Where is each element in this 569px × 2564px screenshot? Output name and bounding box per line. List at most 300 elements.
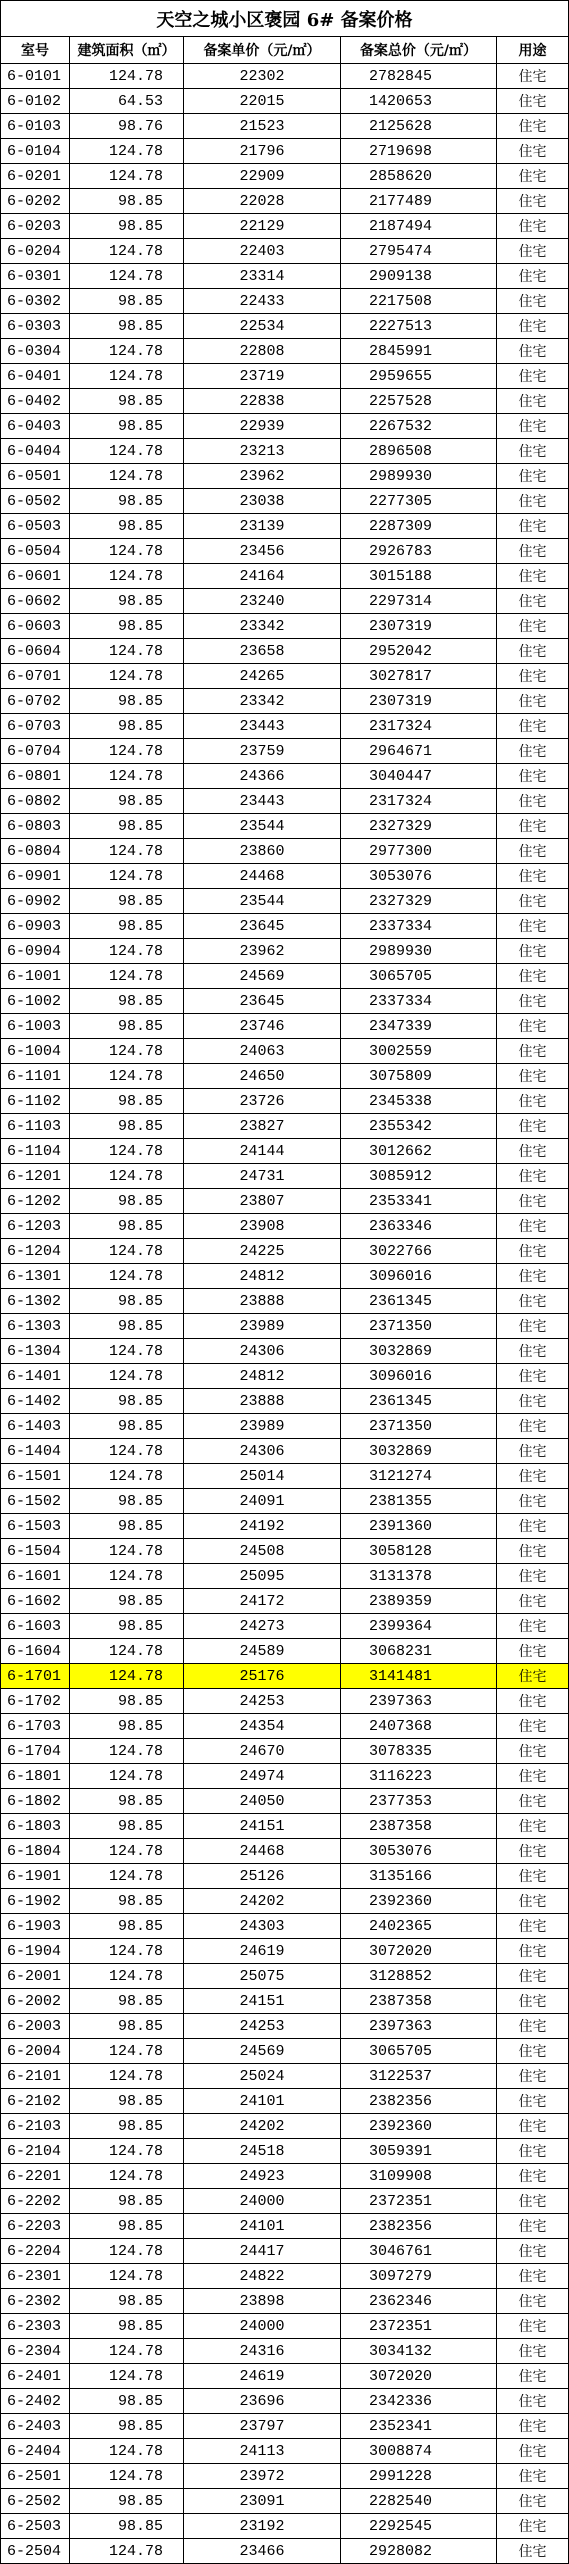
floor-area-cell: 124.78 [70, 2164, 184, 2189]
usage-cell: 住宅 [497, 1514, 569, 1539]
floor-area-cell: 98.85 [70, 1214, 184, 1239]
room-number-cell: 6-1901 [1, 1864, 70, 1889]
floor-area-cell: 64.53 [70, 89, 184, 114]
usage-cell: 住宅 [497, 2314, 569, 2339]
total-price-cell: 3053076 [341, 1839, 497, 1864]
room-number-cell: 6-1702 [1, 1689, 70, 1714]
floor-area-cell: 98.85 [70, 1489, 184, 1514]
total-price-cell: 3032869 [341, 1339, 497, 1364]
total-price-cell: 2177489 [341, 189, 497, 214]
room-number-cell: 6-0701 [1, 664, 70, 689]
usage-cell: 住宅 [497, 1639, 569, 1664]
usage-cell: 住宅 [497, 2114, 569, 2139]
table-row [1, 764, 569, 789]
unit-price-cell: 23746 [184, 1014, 341, 1039]
room-number-cell: 6-0104 [1, 139, 70, 164]
unit-price-cell: 22534 [184, 314, 341, 339]
header-room-number: 室号 [1, 37, 70, 64]
usage-cell: 住宅 [497, 1539, 569, 1564]
table-row [1, 389, 569, 414]
unit-price-cell: 24303 [184, 1914, 341, 1939]
table-row [1, 1789, 569, 1814]
room-number-cell: 6-1701 [1, 1664, 70, 1689]
room-number-cell: 6-2501 [1, 2464, 70, 2489]
table-row [1, 789, 569, 814]
usage-cell: 住宅 [497, 464, 569, 489]
total-price-cell: 2381355 [341, 1489, 497, 1514]
usage-cell: 住宅 [497, 89, 569, 114]
total-price-cell: 2187494 [341, 214, 497, 239]
unit-price-cell: 24508 [184, 1539, 341, 1564]
unit-price-cell: 25095 [184, 1564, 341, 1589]
table-row [1, 1514, 569, 1539]
floor-area-cell: 124.78 [70, 2339, 184, 2364]
floor-area-cell: 98.85 [70, 1414, 184, 1439]
room-number-cell: 6-0603 [1, 614, 70, 639]
room-number-cell: 6-1704 [1, 1739, 70, 1764]
unit-price-cell: 24417 [184, 2239, 341, 2264]
total-price-cell: 2382356 [341, 2214, 497, 2239]
room-number-cell: 6-0303 [1, 314, 70, 339]
table-row [1, 2339, 569, 2364]
usage-cell: 住宅 [497, 739, 569, 764]
room-number-cell: 6-1204 [1, 1239, 70, 1264]
unit-price-cell: 23192 [184, 2514, 341, 2539]
total-price-cell: 3059391 [341, 2139, 497, 2164]
room-number-cell: 6-0904 [1, 939, 70, 964]
usage-cell: 住宅 [497, 2214, 569, 2239]
table-row [1, 2264, 569, 2289]
room-number-cell: 6-2203 [1, 2214, 70, 2239]
room-number-cell: 6-0704 [1, 739, 70, 764]
table-row [1, 2214, 569, 2239]
room-number-cell: 6-1803 [1, 1814, 70, 1839]
usage-cell: 住宅 [497, 1189, 569, 1214]
table-row [1, 2439, 569, 2464]
usage-cell: 住宅 [497, 1914, 569, 1939]
usage-cell: 住宅 [497, 664, 569, 689]
total-price-cell: 3122537 [341, 2064, 497, 2089]
total-price-cell: 2397363 [341, 1689, 497, 1714]
total-price-cell: 2282540 [341, 2489, 497, 2514]
unit-price-cell: 24468 [184, 864, 341, 889]
room-number-cell: 6-0402 [1, 389, 70, 414]
table-row [1, 1414, 569, 1439]
usage-cell: 住宅 [497, 2289, 569, 2314]
usage-cell: 住宅 [497, 2439, 569, 2464]
total-price-cell: 3121274 [341, 1464, 497, 1489]
usage-cell: 住宅 [497, 589, 569, 614]
total-price-cell: 3027817 [341, 664, 497, 689]
unit-price-cell: 23888 [184, 1289, 341, 1314]
usage-cell: 住宅 [497, 1439, 569, 1464]
total-price-cell: 2382356 [341, 2089, 497, 2114]
total-price-cell: 2896508 [341, 439, 497, 464]
table-row [1, 2414, 569, 2439]
room-number-cell: 6-1404 [1, 1439, 70, 1464]
total-price-cell: 3097279 [341, 2264, 497, 2289]
room-number-cell: 6-1101 [1, 1064, 70, 1089]
room-number-cell: 6-0403 [1, 414, 70, 439]
total-price-cell: 2362346 [341, 2289, 497, 2314]
floor-area-cell: 124.78 [70, 1539, 184, 1564]
table-row [1, 1264, 569, 1289]
room-number-cell: 6-2401 [1, 2364, 70, 2389]
total-price-cell: 2928082 [341, 2539, 497, 2564]
room-number-cell: 6-2004 [1, 2039, 70, 2064]
unit-price-cell: 24192 [184, 1514, 341, 1539]
unit-price-cell: 22015 [184, 89, 341, 114]
usage-cell: 住宅 [497, 1214, 569, 1239]
total-price-cell: 2371350 [341, 1414, 497, 1439]
floor-area-cell: 124.78 [70, 64, 184, 89]
total-price-cell: 2307319 [341, 689, 497, 714]
unit-price-cell: 23645 [184, 914, 341, 939]
floor-area-cell: 124.78 [70, 464, 184, 489]
table-row [1, 689, 569, 714]
table-row [1, 589, 569, 614]
table-title: 天空之城小区褒园 6# 备案价格 [1, 1, 569, 37]
unit-price-cell: 24000 [184, 2189, 341, 2214]
floor-area-cell: 124.78 [70, 1064, 184, 1089]
unit-price-cell: 23827 [184, 1114, 341, 1139]
table-row [1, 814, 569, 839]
table-row [1, 1939, 569, 1964]
usage-cell: 住宅 [497, 64, 569, 89]
table-row [1, 1314, 569, 1339]
usage-cell: 住宅 [497, 439, 569, 464]
room-number-cell: 6-1902 [1, 1889, 70, 1914]
total-price-cell: 2337334 [341, 914, 497, 939]
room-number-cell: 6-1703 [1, 1714, 70, 1739]
floor-area-cell: 98.85 [70, 2114, 184, 2139]
total-price-cell: 2342336 [341, 2389, 497, 2414]
table-row [1, 1289, 569, 1314]
floor-area-cell: 98.85 [70, 289, 184, 314]
unit-price-cell: 24113 [184, 2439, 341, 2464]
usage-cell: 住宅 [497, 1989, 569, 2014]
room-number-cell: 6-1403 [1, 1414, 70, 1439]
table-row [1, 1489, 569, 1514]
total-price-cell: 2307319 [341, 614, 497, 639]
usage-cell: 住宅 [497, 2264, 569, 2289]
room-number-cell: 6-2503 [1, 2514, 70, 2539]
usage-cell: 住宅 [497, 514, 569, 539]
floor-area-cell: 124.78 [70, 639, 184, 664]
usage-cell: 住宅 [497, 1564, 569, 1589]
usage-cell: 住宅 [497, 214, 569, 239]
floor-area-cell: 98.85 [70, 1814, 184, 1839]
total-price-cell: 3065705 [341, 964, 497, 989]
floor-area-cell: 98.85 [70, 614, 184, 639]
table-row [1, 2164, 569, 2189]
total-price-cell: 2795474 [341, 239, 497, 264]
room-number-cell: 6-1602 [1, 1589, 70, 1614]
floor-area-cell: 124.78 [70, 964, 184, 989]
table-row [1, 414, 569, 439]
table-row [1, 1164, 569, 1189]
unit-price-cell: 22838 [184, 389, 341, 414]
room-number-cell: 6-1004 [1, 1039, 70, 1064]
unit-price-cell: 25024 [184, 2064, 341, 2089]
room-number-cell: 6-0703 [1, 714, 70, 739]
total-price-cell: 2287309 [341, 514, 497, 539]
table-row [1, 214, 569, 239]
table-row [1, 289, 569, 314]
unit-price-cell: 22403 [184, 239, 341, 264]
total-price-cell: 3072020 [341, 2364, 497, 2389]
floor-area-cell: 98.85 [70, 889, 184, 914]
unit-price-cell: 24164 [184, 564, 341, 589]
total-price-cell: 2353341 [341, 1189, 497, 1214]
usage-cell: 住宅 [497, 1089, 569, 1114]
floor-area-cell: 124.78 [70, 2539, 184, 2564]
floor-area-cell: 98.85 [70, 1014, 184, 1039]
floor-area-cell: 98.85 [70, 314, 184, 339]
table-row [1, 939, 569, 964]
usage-cell: 住宅 [497, 2164, 569, 2189]
room-number-cell: 6-2002 [1, 1989, 70, 2014]
unit-price-cell: 24273 [184, 1614, 341, 1639]
unit-price-cell: 23888 [184, 1389, 341, 1414]
table-row [1, 114, 569, 139]
room-number-cell: 6-2402 [1, 2389, 70, 2414]
room-number-cell: 6-0604 [1, 639, 70, 664]
room-number-cell: 6-2204 [1, 2239, 70, 2264]
table-row [1, 139, 569, 164]
usage-cell: 住宅 [497, 1589, 569, 1614]
floor-area-cell: 98.76 [70, 114, 184, 139]
usage-cell: 住宅 [497, 264, 569, 289]
total-price-cell: 2317324 [341, 789, 497, 814]
room-number-cell: 6-2202 [1, 2189, 70, 2214]
usage-cell: 住宅 [497, 2489, 569, 2514]
total-price-cell: 3075809 [341, 1064, 497, 1089]
total-price-cell: 3096016 [341, 1264, 497, 1289]
total-price-cell: 3135166 [341, 1864, 497, 1889]
usage-cell: 住宅 [497, 2389, 569, 2414]
floor-area-cell: 98.85 [70, 2089, 184, 2114]
unit-price-cell: 24101 [184, 2089, 341, 2114]
unit-price-cell: 25176 [184, 1664, 341, 1689]
room-number-cell: 6-2302 [1, 2289, 70, 2314]
total-price-cell: 3072020 [341, 1939, 497, 1964]
usage-cell: 住宅 [497, 1814, 569, 1839]
room-number-cell: 6-0804 [1, 839, 70, 864]
floor-area-cell: 124.78 [70, 2364, 184, 2389]
table-row [1, 1614, 569, 1639]
floor-area-cell: 98.85 [70, 1914, 184, 1939]
total-price-cell: 2391360 [341, 1514, 497, 1539]
floor-area-cell: 124.78 [70, 1639, 184, 1664]
table-row [1, 989, 569, 1014]
usage-cell: 住宅 [497, 1389, 569, 1414]
total-price-cell: 2926783 [341, 539, 497, 564]
floor-area-cell: 124.78 [70, 239, 184, 264]
unit-price-cell: 24569 [184, 2039, 341, 2064]
usage-cell: 住宅 [497, 564, 569, 589]
usage-cell: 住宅 [497, 614, 569, 639]
floor-area-cell: 98.85 [70, 2414, 184, 2439]
table-row [1, 1364, 569, 1389]
table-row [1, 639, 569, 664]
usage-cell: 住宅 [497, 1614, 569, 1639]
usage-cell: 住宅 [497, 2014, 569, 2039]
room-number-cell: 6-0801 [1, 764, 70, 789]
room-number-cell: 6-1604 [1, 1639, 70, 1664]
room-number-cell: 6-1002 [1, 989, 70, 1014]
total-price-cell: 3022766 [341, 1239, 497, 1264]
unit-price-cell: 24253 [184, 2014, 341, 2039]
usage-cell: 住宅 [497, 889, 569, 914]
unit-price-cell: 22129 [184, 214, 341, 239]
table-row [1, 2114, 569, 2139]
room-number-cell: 6-1104 [1, 1139, 70, 1164]
unit-price-cell: 24172 [184, 1589, 341, 1614]
total-price-cell: 2292545 [341, 2514, 497, 2539]
total-price-cell: 3012662 [341, 1139, 497, 1164]
usage-cell: 住宅 [497, 839, 569, 864]
total-price-cell: 3109908 [341, 2164, 497, 2189]
unit-price-cell: 23314 [184, 264, 341, 289]
room-number-cell: 6-1804 [1, 1839, 70, 1864]
table-row [1, 2189, 569, 2214]
total-price-cell: 2372351 [341, 2189, 497, 2214]
floor-area-cell: 98.85 [70, 1089, 184, 1114]
usage-cell: 住宅 [497, 1689, 569, 1714]
table-row [1, 314, 569, 339]
title-row [1, 1, 569, 37]
table-row [1, 1214, 569, 1239]
unit-price-cell: 23962 [184, 939, 341, 964]
unit-price-cell: 24366 [184, 764, 341, 789]
total-price-cell: 2355342 [341, 1114, 497, 1139]
table-row [1, 1989, 569, 2014]
table-row [1, 1014, 569, 1039]
usage-cell: 住宅 [497, 2239, 569, 2264]
unit-price-cell: 24306 [184, 1339, 341, 1364]
total-price-cell: 2352341 [341, 2414, 497, 2439]
unit-price-cell: 25126 [184, 1864, 341, 1889]
total-price-cell: 2858620 [341, 164, 497, 189]
room-number-cell: 6-2104 [1, 2139, 70, 2164]
total-price-cell: 3141481 [341, 1664, 497, 1689]
room-number-cell: 6-0903 [1, 914, 70, 939]
usage-cell: 住宅 [497, 789, 569, 814]
total-price-cell: 3078335 [341, 1739, 497, 1764]
floor-area-cell: 124.78 [70, 2464, 184, 2489]
unit-price-cell: 24101 [184, 2214, 341, 2239]
usage-cell: 住宅 [497, 1939, 569, 1964]
unit-price-cell: 24091 [184, 1489, 341, 1514]
room-number-cell: 6-0404 [1, 439, 70, 464]
room-number-cell: 6-0502 [1, 489, 70, 514]
unit-price-cell: 23962 [184, 464, 341, 489]
total-price-cell: 1420653 [341, 89, 497, 114]
table-row [1, 664, 569, 689]
table-row [1, 1539, 569, 1564]
unit-price-cell: 24306 [184, 1439, 341, 1464]
floor-area-cell: 124.78 [70, 1039, 184, 1064]
room-number-cell: 6-2304 [1, 2339, 70, 2364]
floor-area-cell: 98.85 [70, 214, 184, 239]
floor-area-cell: 124.78 [70, 1264, 184, 1289]
floor-area-cell: 124.78 [70, 1439, 184, 1464]
floor-area-cell: 124.78 [70, 939, 184, 964]
usage-cell: 住宅 [497, 314, 569, 339]
usage-cell: 住宅 [497, 1139, 569, 1164]
unit-price-cell: 23466 [184, 2539, 341, 2564]
usage-cell: 住宅 [497, 1264, 569, 1289]
usage-cell: 住宅 [497, 1014, 569, 1039]
room-number-cell: 6-0102 [1, 89, 70, 114]
table-row [1, 1839, 569, 1864]
room-number-cell: 6-1001 [1, 964, 70, 989]
table-row [1, 2464, 569, 2489]
usage-cell: 住宅 [497, 1364, 569, 1389]
floor-area-cell: 98.85 [70, 2189, 184, 2214]
total-price-cell: 2345338 [341, 1089, 497, 1114]
unit-price-cell: 24225 [184, 1239, 341, 1264]
floor-area-cell: 124.78 [70, 439, 184, 464]
total-price-cell: 2347339 [341, 1014, 497, 1039]
floor-area-cell: 98.85 [70, 1389, 184, 1414]
table-row [1, 339, 569, 364]
usage-cell: 住宅 [497, 2089, 569, 2114]
floor-area-cell: 124.78 [70, 1664, 184, 1689]
usage-cell: 住宅 [497, 2364, 569, 2389]
unit-price-cell: 23696 [184, 2389, 341, 2414]
table-row [1, 739, 569, 764]
floor-area-cell: 98.85 [70, 689, 184, 714]
floor-area-cell: 124.78 [70, 839, 184, 864]
floor-area-cell: 124.78 [70, 1839, 184, 1864]
unit-price-cell: 24202 [184, 1889, 341, 1914]
table-row [1, 64, 569, 89]
unit-price-cell: 25075 [184, 1964, 341, 1989]
room-number-cell: 6-1903 [1, 1914, 70, 1939]
table-row [1, 1589, 569, 1614]
total-price-cell: 2389359 [341, 1589, 497, 1614]
unit-price-cell: 22433 [184, 289, 341, 314]
usage-cell: 住宅 [497, 639, 569, 664]
usage-cell: 住宅 [497, 1239, 569, 1264]
header-floor-area: 建筑面积（㎡） [70, 37, 184, 64]
total-price-cell: 2267532 [341, 414, 497, 439]
floor-area-cell: 98.85 [70, 814, 184, 839]
floor-area-cell: 124.78 [70, 1964, 184, 1989]
table-row [1, 714, 569, 739]
floor-area-cell: 124.78 [70, 339, 184, 364]
total-price-cell: 2377353 [341, 1789, 497, 1814]
table-row [1, 1064, 569, 1089]
room-number-cell: 6-0103 [1, 114, 70, 139]
unit-price-cell: 24650 [184, 1064, 341, 1089]
usage-cell: 住宅 [497, 939, 569, 964]
unit-price-cell: 23989 [184, 1414, 341, 1439]
floor-area-cell: 124.78 [70, 1364, 184, 1389]
table-row [1, 1889, 569, 1914]
room-number-cell: 6-0202 [1, 189, 70, 214]
floor-area-cell: 98.85 [70, 1789, 184, 1814]
floor-area-cell: 124.78 [70, 1239, 184, 1264]
floor-area-cell: 98.85 [70, 1589, 184, 1614]
room-number-cell: 6-2502 [1, 2489, 70, 2514]
room-number-cell: 6-0101 [1, 64, 70, 89]
floor-area-cell: 124.78 [70, 539, 184, 564]
unit-price-cell: 23908 [184, 1214, 341, 1239]
floor-area-cell: 124.78 [70, 1864, 184, 1889]
